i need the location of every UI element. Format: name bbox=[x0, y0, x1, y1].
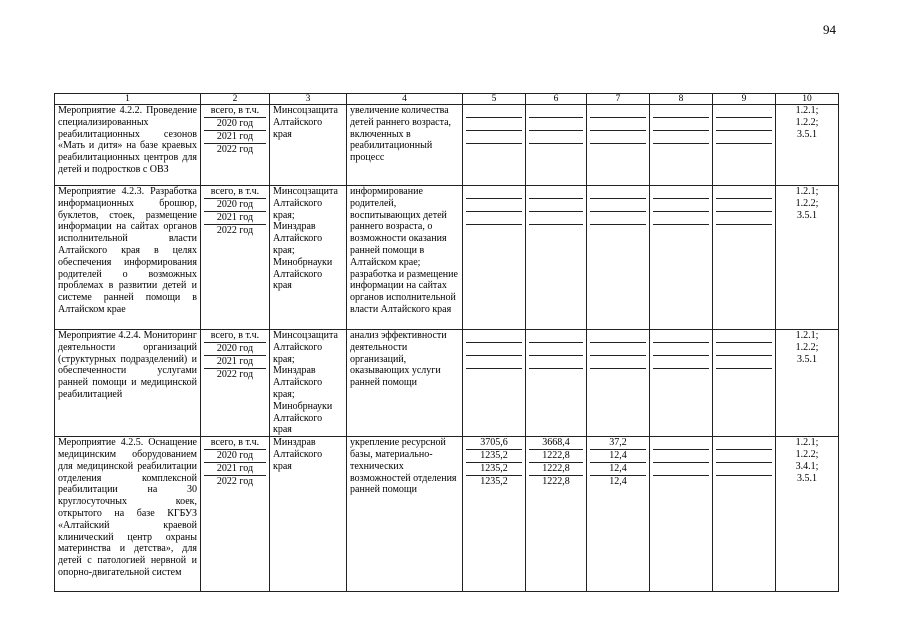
funding-value bbox=[529, 356, 583, 369]
funding-value bbox=[716, 343, 772, 356]
funding-cell bbox=[526, 437, 587, 592]
period-label: 2021 год bbox=[204, 463, 266, 476]
period-label: 2020 год bbox=[204, 343, 266, 356]
funding-value bbox=[466, 144, 522, 156]
funding-cell bbox=[587, 437, 650, 592]
funding-value bbox=[466, 118, 522, 131]
table-row bbox=[55, 186, 839, 330]
period-label: всего, в т.ч. bbox=[204, 330, 266, 343]
funding-value bbox=[590, 212, 646, 225]
funding-value: 1235,2 bbox=[466, 450, 522, 463]
funding-value bbox=[466, 199, 522, 212]
period-label: 2020 год bbox=[204, 118, 266, 131]
indicators-cell: 1.2.1; 1.2.2; 3.4.1; 3.5.1 bbox=[776, 437, 839, 592]
funding-value bbox=[590, 186, 646, 199]
funding-cell bbox=[463, 437, 526, 592]
funding-value bbox=[653, 450, 709, 463]
column-header: 5 bbox=[463, 94, 526, 105]
period-label: всего, в т.ч. bbox=[204, 437, 266, 450]
funding-value bbox=[716, 356, 772, 369]
funding-value: 37,2 bbox=[590, 437, 646, 450]
funding-value bbox=[466, 105, 522, 118]
funding-value bbox=[466, 225, 522, 237]
period-label: 2021 год bbox=[204, 356, 266, 369]
funding-value bbox=[653, 199, 709, 212]
activity-cell: Мероприятие 4.2.3. Разработка информационных брошюр, буклетов, стоек, размещение информации на сайтах органов исполнительной власти Алтайского края в целях обеспечения информирования родителей о возможных проблемах в развитии детей и системе ранней помощи в Алтайском крае bbox=[55, 186, 201, 330]
funding-value bbox=[466, 186, 522, 199]
column-header: 9 bbox=[713, 94, 776, 105]
funding-value bbox=[716, 463, 772, 476]
funding-value bbox=[716, 212, 772, 225]
period-label: 2022 год bbox=[216, 476, 254, 488]
column-header: 4 bbox=[347, 94, 463, 105]
funding-cell bbox=[713, 330, 776, 437]
result-cell: информирование родителей, воспитывающих детей раннего возраста, о возможности оказания ранней помощи в Алтайском крае; разработка и размещение информации на сайтах органов исполнительной власти Алтайского края bbox=[347, 186, 463, 330]
result-cell: анализ эффективности деятельности организаций, оказывающих услуги ранней помощи bbox=[347, 330, 463, 437]
funding-value bbox=[590, 131, 646, 144]
funding-value: 12,4 bbox=[609, 476, 627, 488]
funding-cell bbox=[650, 330, 713, 437]
executor-cell: Минсоцзащита Алтайского края bbox=[270, 105, 347, 186]
funding-value bbox=[466, 212, 522, 225]
funding-cell bbox=[463, 330, 526, 437]
funding-value bbox=[716, 369, 772, 381]
funding-value bbox=[716, 476, 772, 488]
funding-value bbox=[590, 343, 646, 356]
funding-cell bbox=[650, 437, 713, 592]
period-label: 2021 год bbox=[204, 212, 266, 225]
funding-value bbox=[529, 186, 583, 199]
funding-value bbox=[466, 356, 522, 369]
funding-value bbox=[653, 356, 709, 369]
result-cell: укрепление ресурсной базы, материально-технических возможностей отделения ранней помощи bbox=[347, 437, 463, 592]
period-cell bbox=[201, 437, 270, 592]
funding-value bbox=[529, 105, 583, 118]
table-row bbox=[55, 330, 839, 437]
funding-value bbox=[653, 476, 709, 488]
activity-cell: Мероприятие 4.2.2. Проведение специализированных реабилитационных сезонов «Мать и дитя» на базе краевых реабилитационных центров для детей и подростков с ОВЗ bbox=[55, 105, 201, 186]
funding-value bbox=[590, 225, 646, 237]
funding-cell bbox=[526, 105, 587, 186]
period-label: всего, в т.ч. bbox=[204, 186, 266, 199]
funding-cell bbox=[650, 105, 713, 186]
activity-cell: Мероприятие 4.2.4. Мониторинг деятельности организаций (структурных подразделений) и обеспеченности услугами ранней помощи и медицинской реабилитацией bbox=[55, 330, 201, 437]
funding-value bbox=[466, 343, 522, 356]
funding-cell bbox=[587, 186, 650, 330]
period-label: 2022 год bbox=[216, 369, 254, 380]
funding-cell bbox=[463, 186, 526, 330]
executor-cell: Минсоцзащита Алтайского края; Минздрав Алтайского края; Минобрнауки Алтайского края bbox=[270, 330, 347, 437]
funding-cell bbox=[463, 105, 526, 186]
period-label: 2020 год bbox=[204, 199, 266, 212]
funding-value bbox=[716, 450, 772, 463]
funding-cell bbox=[713, 437, 776, 592]
funding-cell bbox=[526, 330, 587, 437]
indicators-cell: 1.2.1; 1.2.2; 3.5.1 bbox=[776, 105, 839, 186]
funding-value bbox=[590, 356, 646, 369]
column-header: 3 bbox=[270, 94, 347, 105]
funding-value bbox=[653, 212, 709, 225]
funding-value bbox=[529, 225, 583, 237]
funding-value bbox=[653, 463, 709, 476]
funding-cell bbox=[587, 105, 650, 186]
funding-value bbox=[466, 131, 522, 144]
funding-cell bbox=[587, 330, 650, 437]
result-cell: увеличение количества детей раннего возраста, включенных в реабилитационный процесс bbox=[347, 105, 463, 186]
funding-value bbox=[529, 199, 583, 212]
funding-value bbox=[716, 225, 772, 237]
funding-value bbox=[466, 330, 522, 343]
period-label: 2021 год bbox=[204, 131, 266, 144]
funding-cell bbox=[526, 186, 587, 330]
funding-value bbox=[590, 105, 646, 118]
funding-cell bbox=[713, 105, 776, 186]
column-header: 2 bbox=[201, 94, 270, 105]
executor-cell: Минздрав Алтайского края bbox=[270, 437, 347, 592]
column-header: 1 bbox=[55, 94, 201, 105]
period-cell bbox=[201, 186, 270, 330]
funding-value bbox=[653, 105, 709, 118]
table-row bbox=[55, 105, 839, 186]
funding-value bbox=[653, 369, 709, 381]
indicators-cell: 1.2.1; 1.2.2; 3.5.1 bbox=[776, 330, 839, 437]
funding-value bbox=[529, 343, 583, 356]
indicators-cell: 1.2.1; 1.2.2; 3.5.1 bbox=[776, 186, 839, 330]
activity-cell: Мероприятие 4.2.5. Оснащение медицинским оборудованием для медицинской реабилитации отделения комплексной реабилитации на 30 круглосуточных коек, открытого на базе КГБУЗ «Алтайский краевой клинический центр охраны материнства и детства», для детей с патологией нервной и опорно-двигательной систем bbox=[55, 437, 201, 592]
funding-cell bbox=[650, 186, 713, 330]
funding-value bbox=[716, 437, 772, 450]
period-cell bbox=[201, 330, 270, 437]
funding-value bbox=[716, 118, 772, 131]
program-activities-table bbox=[54, 93, 839, 592]
funding-value bbox=[590, 369, 646, 381]
funding-value: 1235,2 bbox=[480, 476, 508, 488]
funding-value bbox=[716, 330, 772, 343]
executor-cell: Минсоцзащита Алтайского края; Минздрав Алтайского края; Минобрнауки Алтайского края bbox=[270, 186, 347, 330]
period-label: 2022 год bbox=[216, 144, 254, 155]
funding-value bbox=[653, 144, 709, 156]
column-header: 6 bbox=[526, 94, 587, 105]
period-label: всего, в т.ч. bbox=[204, 105, 266, 118]
table-row bbox=[55, 437, 839, 592]
funding-value bbox=[590, 199, 646, 212]
funding-cell bbox=[713, 186, 776, 330]
funding-value bbox=[653, 118, 709, 131]
funding-value bbox=[653, 186, 709, 199]
funding-value bbox=[529, 330, 583, 343]
funding-value bbox=[716, 186, 772, 199]
funding-value: 1222,8 bbox=[529, 450, 583, 463]
funding-value: 1222,8 bbox=[542, 476, 570, 488]
period-cell bbox=[201, 105, 270, 186]
funding-value: 3705,6 bbox=[466, 437, 522, 450]
funding-value bbox=[653, 225, 709, 237]
funding-value bbox=[590, 330, 646, 343]
funding-value: 1222,8 bbox=[529, 463, 583, 476]
funding-value bbox=[590, 144, 646, 156]
page-number: 94 bbox=[823, 22, 836, 37]
funding-value bbox=[529, 369, 583, 381]
column-header: 8 bbox=[650, 94, 713, 105]
funding-value bbox=[716, 199, 772, 212]
column-number-row bbox=[55, 94, 839, 105]
funding-value bbox=[529, 118, 583, 131]
funding-value bbox=[653, 131, 709, 144]
funding-value: 1235,2 bbox=[466, 463, 522, 476]
funding-value bbox=[529, 212, 583, 225]
funding-value bbox=[653, 343, 709, 356]
funding-value bbox=[529, 131, 583, 144]
funding-value bbox=[716, 131, 772, 144]
funding-value: 3668,4 bbox=[529, 437, 583, 450]
funding-value bbox=[653, 437, 709, 450]
funding-value bbox=[653, 330, 709, 343]
period-label: 2020 год bbox=[204, 450, 266, 463]
funding-value bbox=[466, 369, 522, 381]
funding-value bbox=[716, 144, 772, 156]
funding-value bbox=[716, 105, 772, 118]
funding-value bbox=[529, 144, 583, 156]
period-label: 2022 год bbox=[216, 225, 254, 236]
column-header: 10 bbox=[776, 94, 839, 105]
funding-value: 12,4 bbox=[590, 463, 646, 476]
funding-value: 12,4 bbox=[590, 450, 646, 463]
funding-value bbox=[590, 118, 646, 131]
column-header: 7 bbox=[587, 94, 650, 105]
